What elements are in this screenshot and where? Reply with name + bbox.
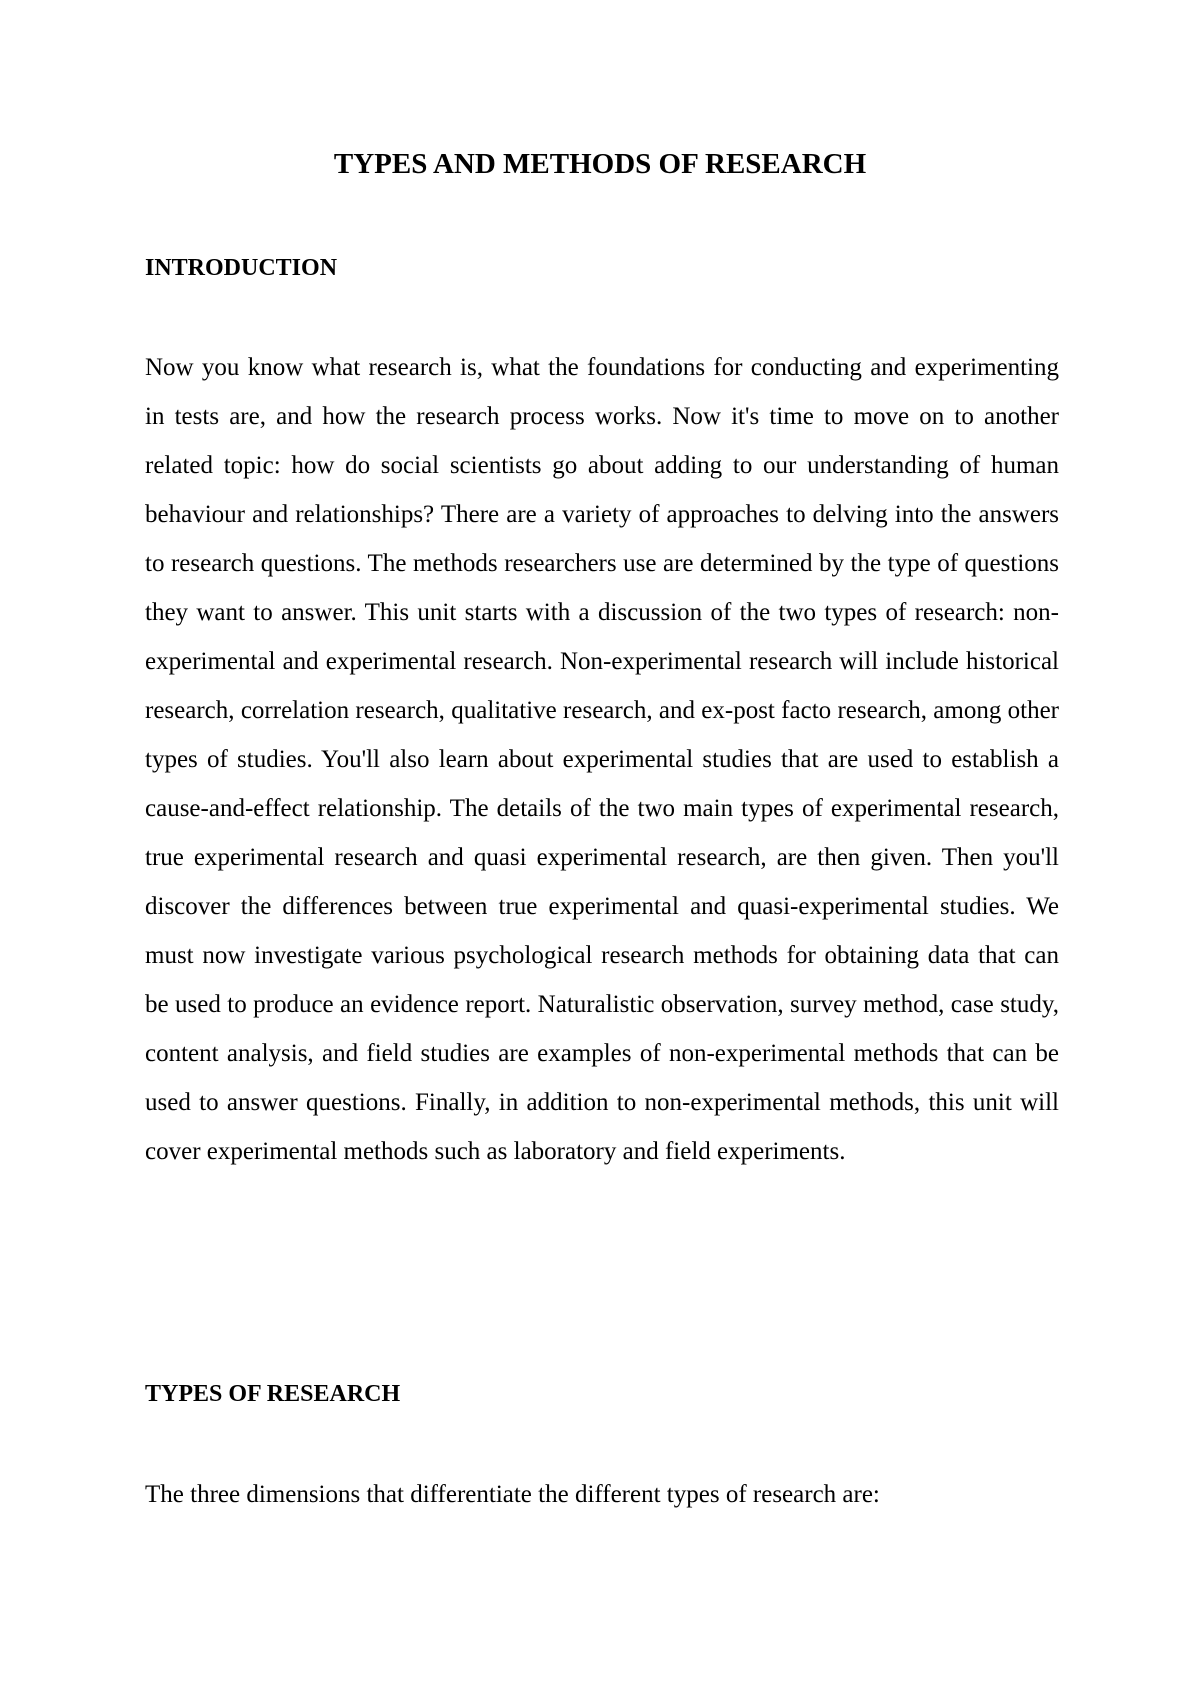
introduction-paragraph: Now you know what research is, what the foundations for conducting and experimenting in tests are, and how the research process works. Now it's time to move on to another related topic: how do social scientists go about adding to our understanding of human behaviour and relationships? There are a variety of approaches to delving into the answers to research questions. The methods researchers use are determined by the type of questions they want to answer. This unit starts with a discussion of the two types of research: non-experimental and experimental research. Non-experimental research will include historical research, correlation research, qualitative research, and ex-post facto research, among other types of studies. You'll also learn about experimental studies that are used to establish a cause-and-effect relationship. The details of the two main types of experimental research, true experimental research and quasi experimental research, are then given. Then you'll discover the differences between true experimental and quasi-experimental studies. We must now investigate various psychological research methods for obtaining data that can be used to produce an evidence report. Naturalistic observation, survey method, case study, content analysis, and field studies are examples of non-experimental methods that can be used to answer questions. Finally, in addition to non-experimental methods, this unit will cover experimental methods such as laboratory and field experiments.	[145, 354, 1059, 1165]
section-heading-introduction: INTRODUCTION	[145, 255, 338, 281]
types-of-research-paragraph: The three dimensions that differentiate the different types of research are:	[145, 1481, 880, 1508]
document-title: TYPES AND METHODS OF RESEARCH	[333, 148, 867, 180]
section-heading-types-of-research: TYPES OF RESEARCH	[145, 1381, 401, 1407]
